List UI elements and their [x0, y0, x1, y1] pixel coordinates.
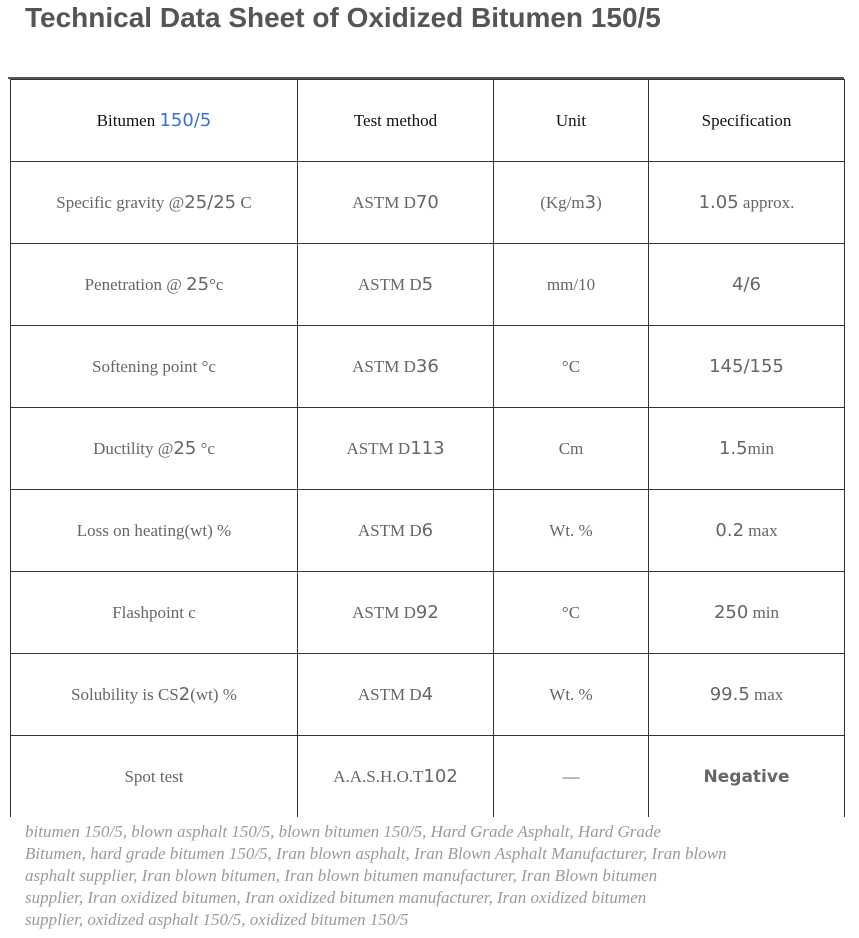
method-cell: ASTM D5	[298, 244, 494, 326]
method-cell: ASTM D6	[298, 490, 494, 572]
keywords-caption	[25, 821, 825, 931]
caption-line: supplier, oxidized asphalt 150/5, oxidized bitumen 150/5	[25, 910, 409, 929]
table-row	[11, 244, 845, 326]
method-cell: ASTM D4	[298, 654, 494, 736]
caption-line: supplier, Iran oxidized bitumen, Iran oxidized bitumen manufacturer, Iran oxidized bitumen	[25, 888, 647, 907]
spec-table	[10, 79, 845, 817]
header-test-method: Test method	[298, 80, 494, 162]
header-product	[11, 80, 298, 162]
spec-cell: 99.5 max	[649, 654, 845, 736]
spec-cell: 1.05 approx.	[649, 162, 845, 244]
method-cell: ASTM D36	[298, 326, 494, 408]
table-row	[11, 654, 845, 736]
header-specification: Specification	[649, 80, 845, 162]
property-cell: Softening point °c	[11, 326, 298, 408]
unit-cell: °C	[494, 326, 649, 408]
table-row	[11, 326, 845, 408]
property-cell: Ductility @25 °c	[11, 408, 298, 490]
unit-cell: Wt. %	[494, 490, 649, 572]
caption-line: asphalt supplier, Iran blown bitumen, Iran blown bitumen manufacturer, Iran Blown bitumen	[25, 866, 658, 885]
unit-cell: —	[494, 736, 649, 818]
caption-line: Bitumen, hard grade bitumen 150/5, Iran blown asphalt, Iran Blown Asphalt Manufacturer, Iran blown	[25, 844, 727, 863]
property-cell: Flashpoint c	[11, 572, 298, 654]
property-cell: Solubility is CS2(wt) %	[11, 654, 298, 736]
header-product-grade: 150/5	[159, 110, 212, 131]
table-row	[11, 408, 845, 490]
method-cell: ASTM D113	[298, 408, 494, 490]
table-row	[11, 162, 845, 244]
table-row	[11, 490, 845, 572]
header-product-label: Bitumen	[96, 111, 156, 130]
header-unit: Unit	[494, 80, 649, 162]
unit-cell: Wt. %	[494, 654, 649, 736]
method-cell: A.A.S.H.O.T102	[298, 736, 494, 818]
unit-cell: °C	[494, 572, 649, 654]
spec-cell: 1.5min	[649, 408, 845, 490]
unit-cell: mm/10	[494, 244, 649, 326]
spec-cell: 4/6	[649, 244, 845, 326]
property-cell: Penetration @ 25°c	[11, 244, 298, 326]
caption-line: bitumen 150/5, blown asphalt 150/5, blown bitumen 150/5, Hard Grade Asphalt, Hard Grade	[25, 822, 661, 841]
property-cell: Loss on heating(wt) %	[11, 490, 298, 572]
table-row	[11, 572, 845, 654]
method-cell: ASTM D92	[298, 572, 494, 654]
spec-cell: 250 min	[649, 572, 845, 654]
property-cell: Specific gravity @25/25 C	[11, 162, 298, 244]
unit-cell: (Kg/m3)	[494, 162, 649, 244]
spec-cell: Negative	[649, 736, 845, 818]
spec-cell: 145/155	[649, 326, 845, 408]
table-row	[11, 736, 845, 818]
unit-cell: Cm	[494, 408, 649, 490]
page-title: Technical Data Sheet of Oxidized Bitumen 150/5	[25, 2, 661, 33]
method-cell: ASTM D70	[298, 162, 494, 244]
spec-cell: 0.2 max	[649, 490, 845, 572]
property-cell: Spot test	[11, 736, 298, 818]
table-header-row	[11, 80, 845, 162]
